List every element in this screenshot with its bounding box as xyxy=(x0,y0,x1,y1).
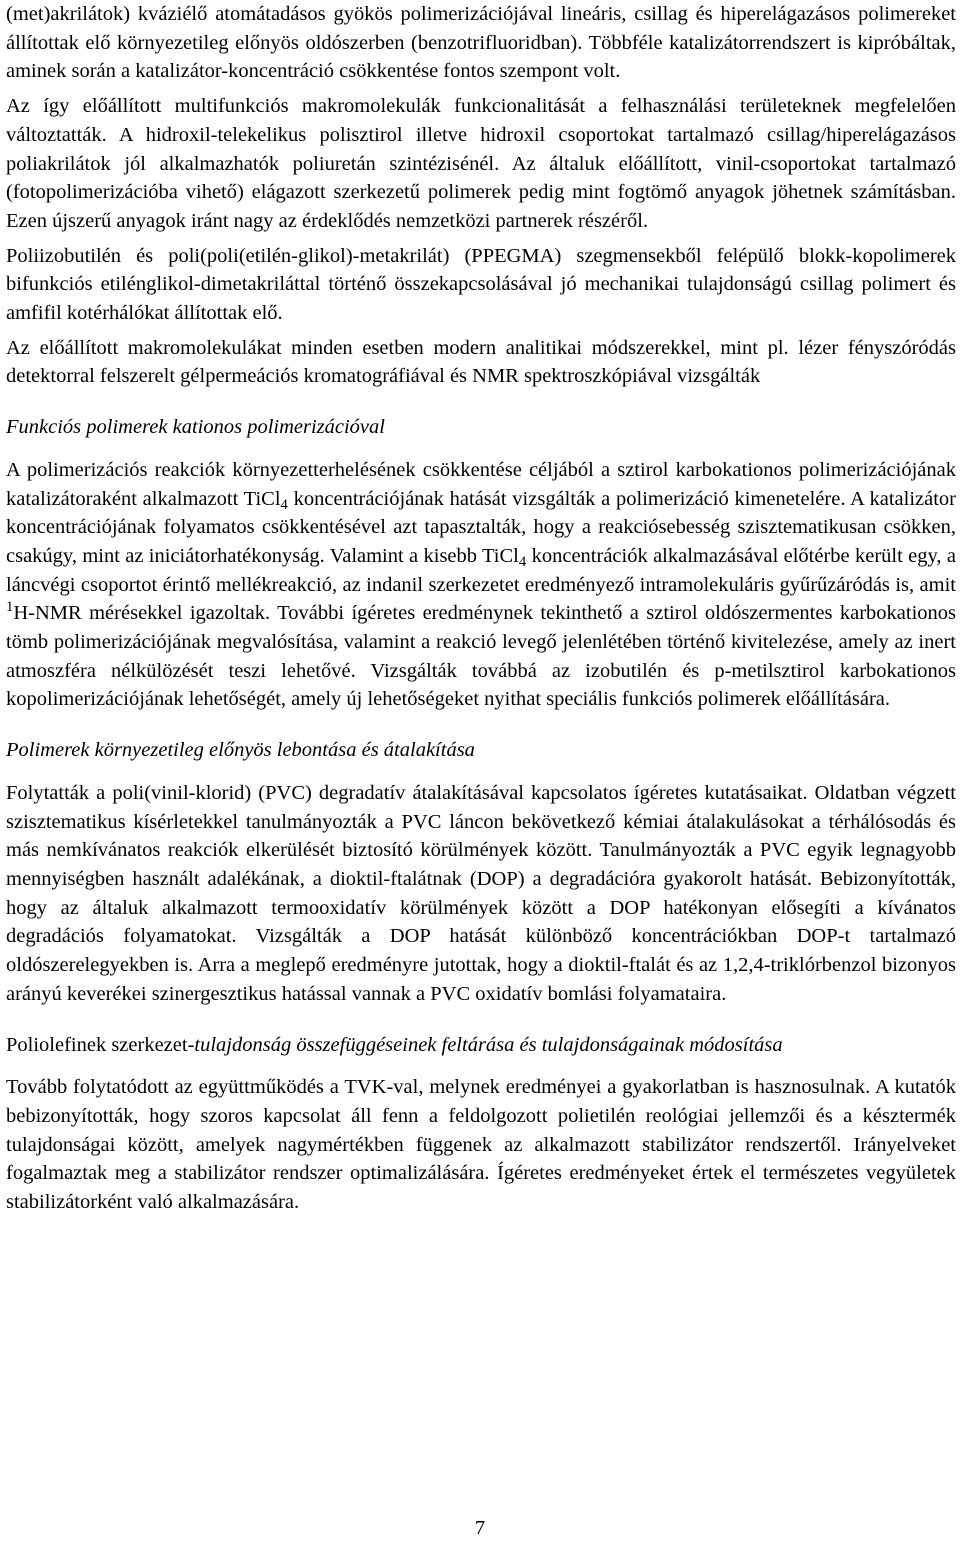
superscript-1: 1 xyxy=(6,599,14,616)
ticl4-text-part4: H-NMR mérésekkel igazoltak. További ígéretes eredménynek tekinthető a sztirol oldószermentes karbokationos tömb polimerizációjának megvalósítása, valamint a reakció levegő jelenlétében történő kivitelezése, amely az inert atmoszféra nélkülözését teszi lehetővé. Vizsgálták továbbá az izobutilén és p-metilsztirol karbokationos kopolimerizációjának lehetőségét, amely új lehetőségeket nyithat speciális funkciós polimerek előállítására. xyxy=(6,602,956,711)
document-page xyxy=(6,0,956,1217)
paragraph-tvk-cooperation: Tovább folytatódott az együttműködés a TVK-val, melynek eredményei a gyakorlatban is hasznosulnak. A kutatók bebizonyították, hogy szoros kapcsolat áll fenn a feldolgozott polietilén reológiai jellemzői és a késztermék tulajdonságai között, amelyek nagymértékben függenek az alkalmazott stabilizátor rendszertől. Irányelveket fogalmaztak meg a stabilizátor rendszer optimalizálására. Ígéretes eredményeket értek el természetes vegyületek stabilizátorként való alkalmazására. xyxy=(6,1076,956,1214)
page-number: 7 xyxy=(474,1517,486,1539)
paragraph-ticl4-catalyst xyxy=(6,456,956,714)
ticl4-text-part3: koncentrációk alkalmazásával előtérbe került egy, a láncvégi csoportot érintő mellékreakció, az indanil szerkezetet eredményező intramolekuláris gyűrűzáródás is, amit xyxy=(6,544,956,596)
heading-upright-part: Poliolefinek szerkezet- xyxy=(6,1033,195,1056)
paragraph-multifunctional-macromolecules: Az így előállított multifunkciós makromolekulák funkcionalitását a felhasználási területeknek megfelelően változtatták. A hidroxil-telekelikus polisztirol illetve hidroxil csoportokat tartalmazó csillag/hiperelágazásos poliakrilátok jól alkalmazhatók poliuretán szintézisénél. Az általuk előállított, vinil-csoportokat tartalmazó (fotopolimerizációba vihető) elágazott szerkezetű polimerek pedig mint fogtömő anyagok jöhetnek számításban. Ezen újszerű anyagok iránt nagy az érdeklődés nemzetközi partnerek részéről. xyxy=(6,95,956,232)
subscript-4: 4 xyxy=(280,496,288,513)
ticl4-text-part2: koncentrációjának hatását vizsgálták a polimerizáció kimenetelére. A katalizátor koncentrációjának folyamatos csökkentésével azt tapasztalták, hogy a reakciósebesség szisztematikusan csökken, csakúgy, mint az iniciátorhatékonyság. Valamint a kisebb TiCl xyxy=(6,487,956,567)
section-heading-degradation: Polimerek környezetileg előnyös lebontása és átalakítása xyxy=(6,739,475,762)
section-heading-polyolefins xyxy=(6,1031,956,1060)
subscript-4-second: 4 xyxy=(518,554,527,571)
paragraph-intro-continued: (met)akrilátok) kváziélő atomátadásos gyökös polimerizációjával lineáris, csillag és hiperelágazásos polimereket állítottak elő környezetileg előnyös oldószerben (benzotrifluoridban). Többféle katalizátorrendszert is kipróbáltak, aminek során a katalizátor-koncentráció csökkentése fontos szempont volt. xyxy=(6,3,956,83)
ticl4-text-part1: A polimerizációs reakciók környezetterhelésének csökkentése céljából a sztirol karbokationos polimerizációjának katalizátoraként alkalmazott TiCl xyxy=(6,458,956,510)
paragraph-analytics: Az előállított makromolekulákat minden esetben modern analitikai módszerekkel, mint pl. lézer fényszóródás detektorral felszerelt gélpermeációs kromatográfiával és NMR spektroszkópiával vizsgálták xyxy=(6,336,956,388)
heading-italic-part: tulajdonság összefüggéseinek feltárása és tulajdonságainak módosítása xyxy=(194,1033,783,1056)
paragraph-pvc-degradation: Folytatták a poli(vinil-klorid) (PVC) degradatív átalakításával kapcsolatos ígéretes kutatásaikat. Oldatban végzett szisztematikus kísérletekkel tanulmányozták a PVC láncon bekövetkező kémiai átalakulásokat a térhálósodás és más nemkívánatos reakciók elkerülését biztosító körülmények között. Tanulmányozták a PVC egyik legnagyobb mennyiségben használt adalékának, a dioktil-ftalátnak (DOP) a degradációra gyakorolt hatását. Bebizonyították, hogy az általuk alkalmazott termooxidatív körülmények között a DOP hatékonyan elősegíti a kívánatos degradációs folyamatokat. Vizsgálták a DOP hatását különböző koncentrációkban DOP-t tartalmazó oldószerelegyekben is. Arra a meglepő eredményre jutottak, hogy a dioktil-ftalát és az 1,2,4-triklórbenzol bizonyos arányú keverékei szinergesztikus hatással vannak a PVC oxidatív bomlási folyamataira. xyxy=(6,781,956,1005)
paragraph-block-copolymers: Poliizobutilén és poli(poli(etilén-glikol)-metakrilát) (PPEGMA) szegmensekből felépülő blokk-kopolimerek bifunkciós etilénglikol-dimetakriláttal történő összekapcsolásával jó mechanikai tulajdonságú csillag polimert és amfifil kotérhálókat állítottak elő. xyxy=(6,244,956,325)
section-heading-cationic-polymerization: Funkciós polimerek kationos polimerizációval xyxy=(6,416,385,439)
